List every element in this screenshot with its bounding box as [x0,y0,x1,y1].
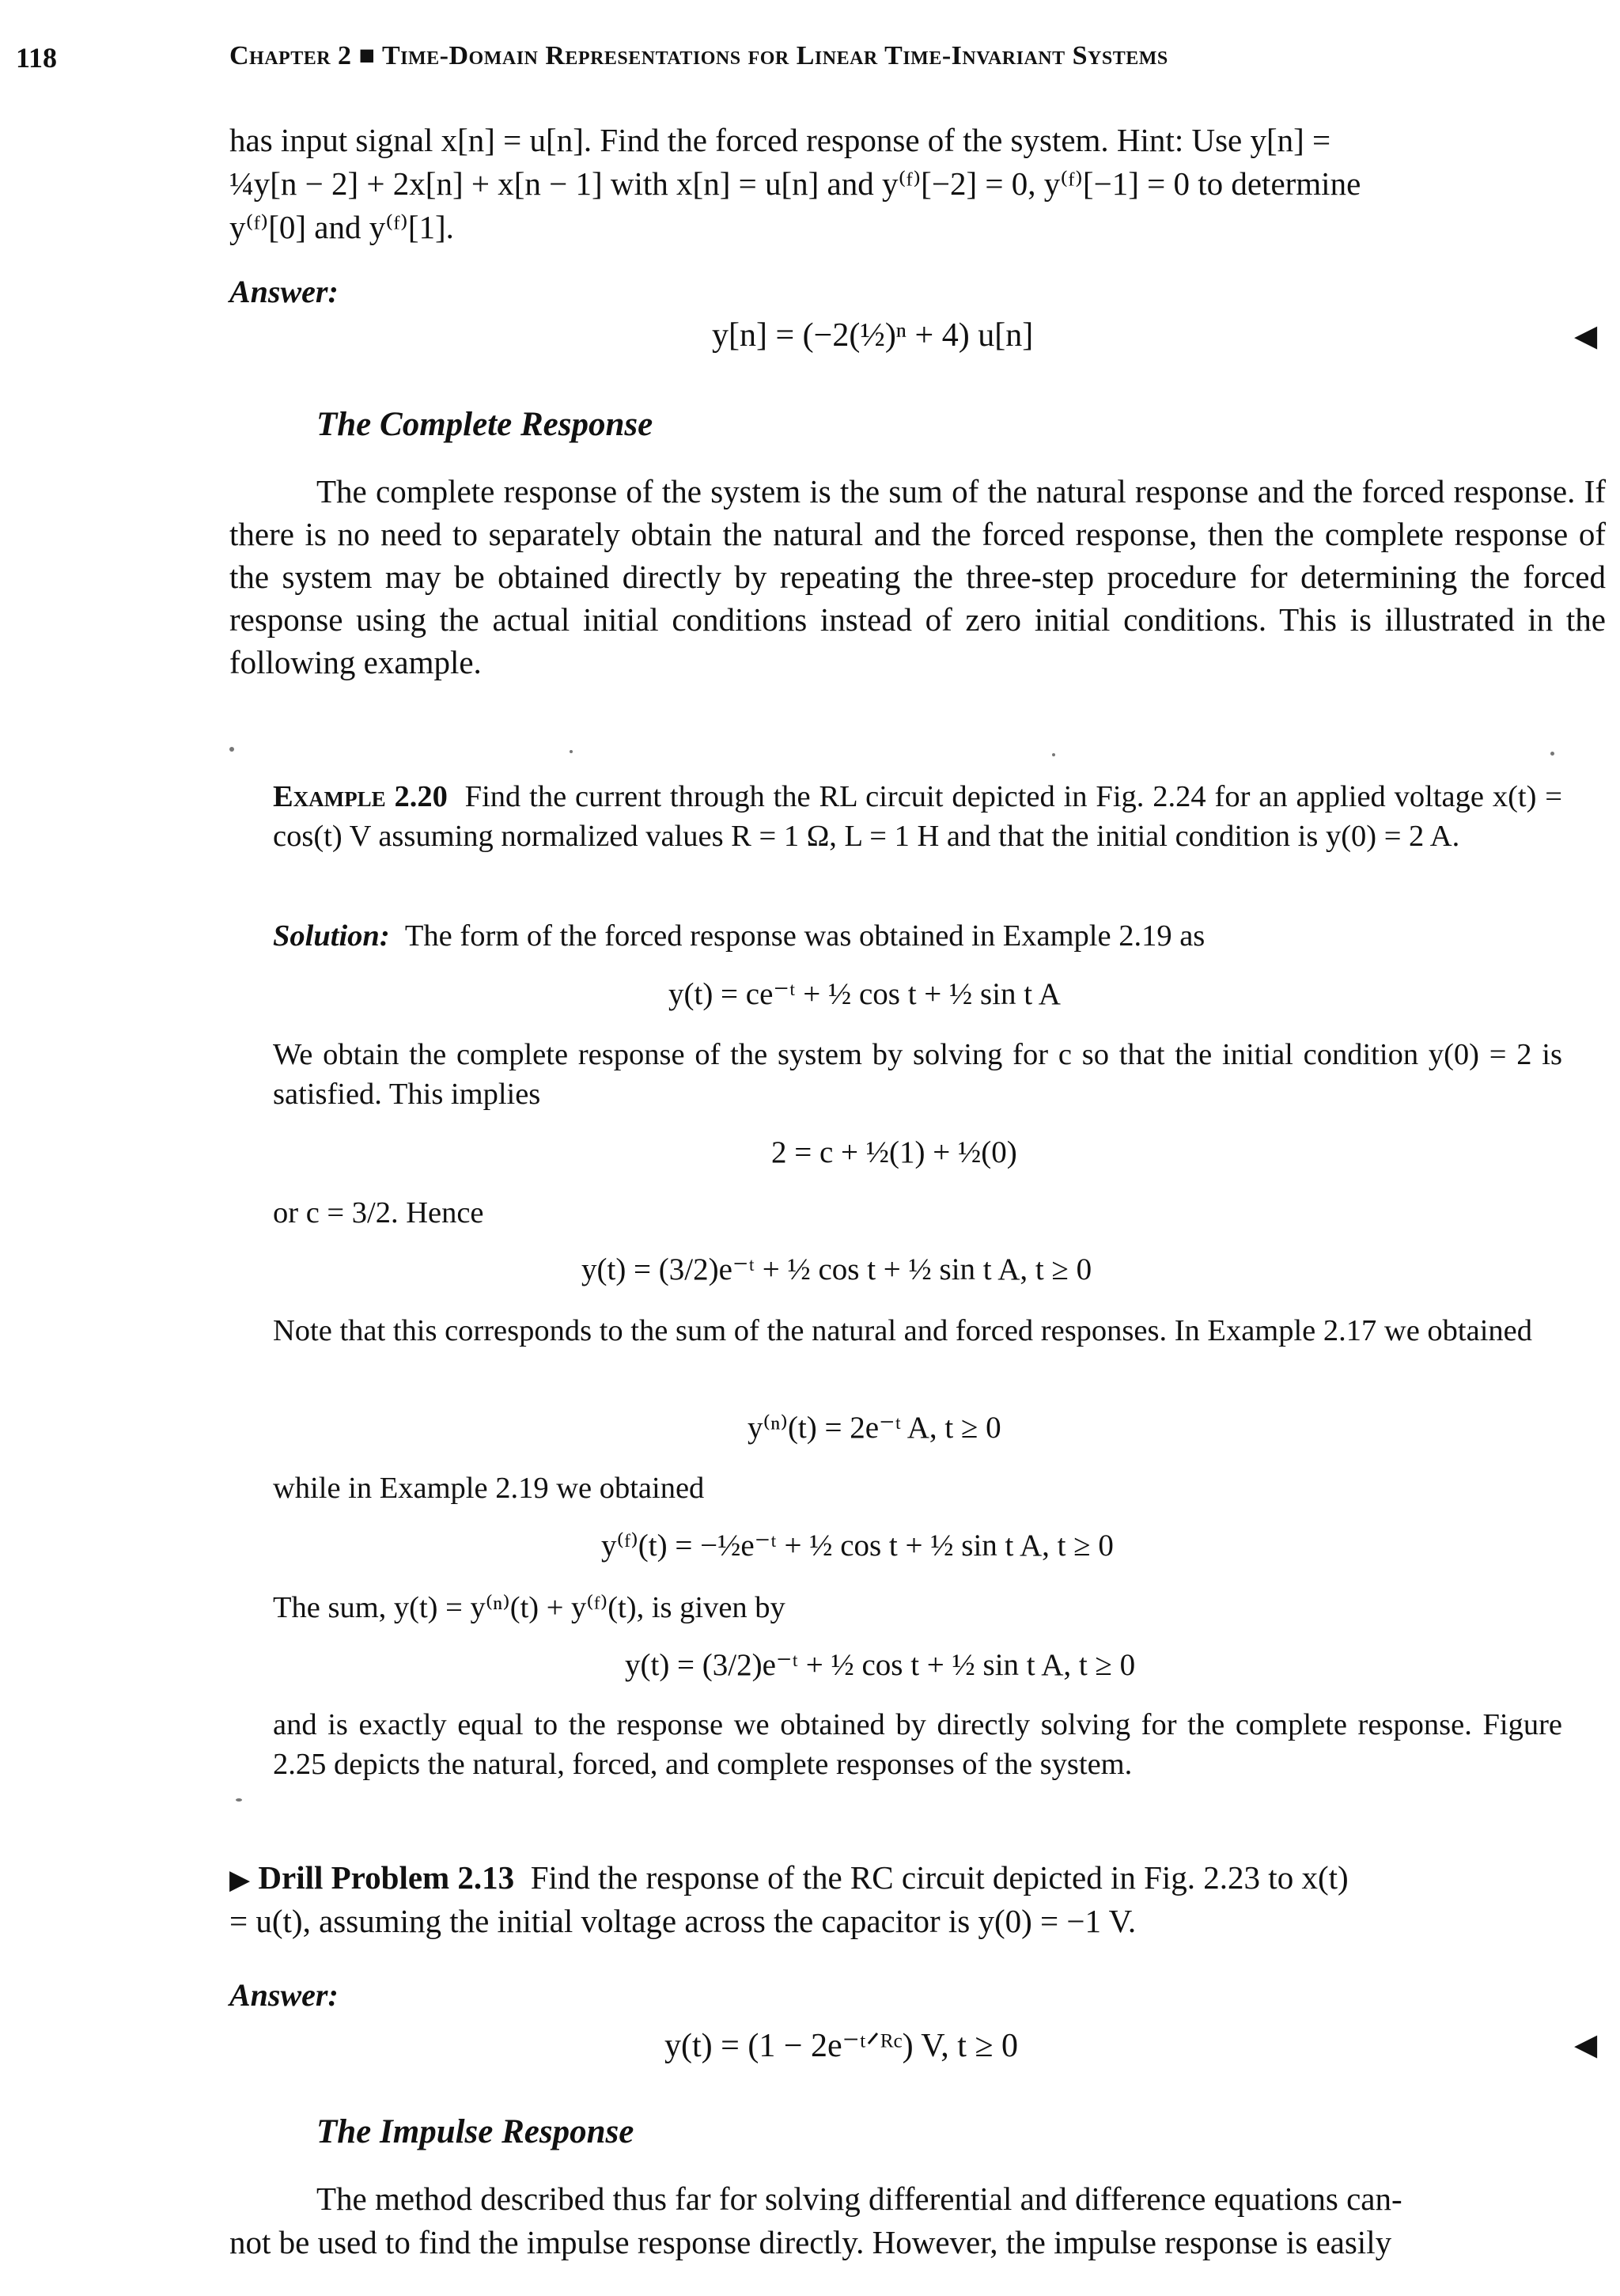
scan-speck [229,747,234,752]
equation-1: y(t) = ce⁻ᵗ + ½ cos t + ½ sin t A [668,977,1061,1011]
impulse-line-2: not be used to find the impulse response directly. However, the impulse response is easily [229,2224,1392,2260]
page-number: 118 [16,42,58,74]
impulse-line-1: The method described thus far for solving differential and difference equations can- [316,2180,1402,2217]
drill-label: Drill Problem 2.13 [258,1859,515,1896]
scan-speck [1550,752,1554,756]
intro-line-3: y⁽ᶠ⁾[0] and y⁽ᶠ⁾[1]. [229,209,454,245]
answer-label: Answer: [229,274,339,309]
intro-line-1: has input signal x[n] = u[n]. Find the forced response of the system. Hint: Use y[n] = [229,122,1331,158]
scan-speck [570,750,573,753]
section-heading-complete-response: The Complete Response [316,406,653,443]
example-paragraph-3: Note that this corresponds to the sum of the natural and forced responses. In Example 2.17 we obtained [273,1314,1532,1347]
drill-text-1: Find the response of the RC circuit depicted in Fig. 2.23 to x(t) [530,1859,1349,1896]
end-marker: ◀ [1574,320,1598,353]
example-paragraph-5: The sum, y(t) = y⁽ⁿ⁾(t) + y⁽ᶠ⁾(t), is given by [273,1591,785,1624]
example-paragraph-6: and is exactly equal to the response we obtained by directly solving for the complete response. Figure 2.25 depicts the natural, forced, and complete responses of the system. [273,1708,1562,1781]
drill-answer-equation: y(t) = (1 − 2e⁻ᵗᐟᴿᶜ) V, t ≥ 0 [664,2028,1018,2064]
scan-speck [236,1798,242,1802]
section-heading-impulse-response: The Impulse Response [316,2113,634,2150]
drill-line-2: = u(t), assuming the initial voltage across the capacitor is y(0) = −1 V. [229,1903,1137,1939]
running-head: Chapter 2 ■ Time-Domain Representations for Linear Time-Invariant Systems [229,41,1168,70]
answer-equation: y[n] = (−2(½)ⁿ + 4) u[n] [712,317,1034,354]
example-paragraph-4: while in Example 2.19 we obtained [273,1472,705,1505]
solution-intro-text: The form of the forced response was obtained in Example 2.19 as [404,919,1206,953]
equation-6: y(t) = (3/2)e⁻ᵗ + ½ cos t + ½ sin t A, t ≥ 0 [625,1648,1136,1682]
example-statement [273,777,1562,856]
drill-answer-label: Answer: [229,1977,339,2013]
complete-response-paragraph: The complete response of the system is the sum of the natural response and the forced response. If there is no need to separately obtain the natural and the forced response, then the complete response of the system may be obtained directly by repeating the three-step procedure for determining the forced response using the actual initial conditions instead of zero initial conditions. This is illustrated in the following example. [229,473,1606,680]
drill-end-marker: ◀ [1574,2029,1598,2062]
scan-speck [1052,753,1055,756]
intro-line-2: ¼y[n − 2] + 2x[n] + x[n − 1] with x[n] = u[n] and y⁽ᶠ⁾[−2] = 0, y⁽ᶠ⁾[−1] = 0 to determine [229,165,1361,202]
solution-intro [273,916,1562,956]
equation-5: y⁽ᶠ⁾(t) = −½e⁻ᵗ + ½ cos t + ½ sin t A, t ≥ 0 [601,1529,1114,1563]
equation-2: 2 = c + ½(1) + ½(0) [771,1135,1017,1169]
equation-4: y⁽ⁿ⁾(t) = 2e⁻ᵗ A, t ≥ 0 [748,1411,1001,1445]
hence-line: or c = 3/2. Hence [273,1196,484,1229]
solution-label: Solution: [273,919,390,953]
example-statement-text: Find the current through the RL circuit depicted in Fig. 2.24 for an applied voltage x(t) = cos(t) V assuming normalized values R = 1 Ω, L = 1 H and that the initial condition is y(0) = 2 A. [273,780,1563,853]
example-paragraph-2: We obtain the complete response of the system by solving for c so that the initial condition y(0) = 2 is satisfied. This implies [273,1038,1562,1111]
drill-line-1 [229,1856,1606,1902]
drill-arrow-icon: ▶ [229,1866,251,1895]
example-label: Example 2.20 [273,780,448,813]
equation-3: y(t) = (3/2)e⁻ᵗ + ½ cos t + ½ sin t A, t ≥ 0 [581,1252,1092,1286]
